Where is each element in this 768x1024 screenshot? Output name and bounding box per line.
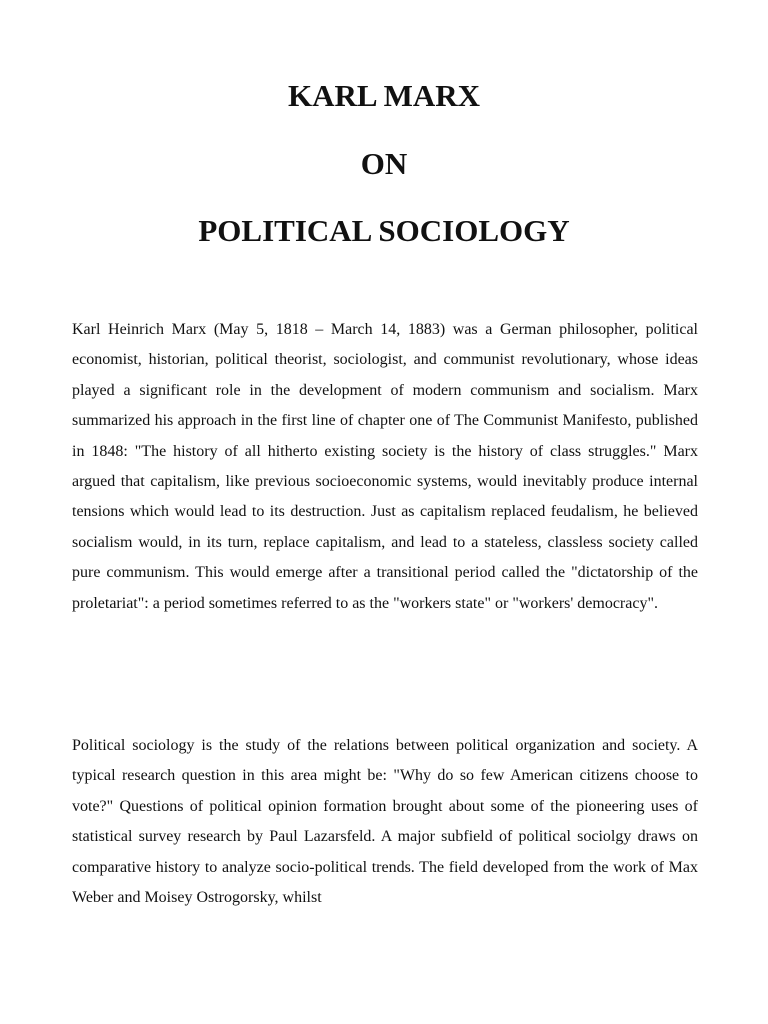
paragraph-marx-biography: Karl Heinrich Marx (May 5, 1818 – March 14, 1883) was a German philosopher, political economist, historian, political theorist, sociologist, and communist revolutionary, whose ideas played a significant role in the development of modern communism and socialism. Marx summarized his approach in the first line of chapter one of The Communist Manifesto, published in 1848: "The history of all hitherto existing society is the history of class struggles." Marx argued that capitalism, like previous socioeconomic systems, would inevitably produce internal tensions which would lead to its destruction. Just as capitalism replaced feudalism, he believed socialism would, in its turn, replace capitalism, and lead to a stateless, classless society called pure communism. This would emerge after a transitional period called the "dictatorship of the proletariat": a period sometimes referred to as the "workers state" or "workers' democracy".: [72, 321, 698, 612]
title-line-3: POLITICAL SOCIOLOGY: [198, 213, 570, 248]
title-line-1: KARL MARX: [287, 78, 481, 113]
paragraph-political-sociology: Political sociology is the study of the relations between political organization and society. A typical research question in this area might be: "Why do so few American citizens choose to vote?" Questions of political opinion formation brought about some of the pioneering uses of statistical survey research by Paul Lazarsfeld. A major subfield of political sociolgy draws on comparative history to analyze socio-political trends. The field developed from the work of Max Weber and Moisey Ostrogorsky, whilst: [72, 737, 698, 907]
title-line-2: ON: [360, 146, 408, 181]
